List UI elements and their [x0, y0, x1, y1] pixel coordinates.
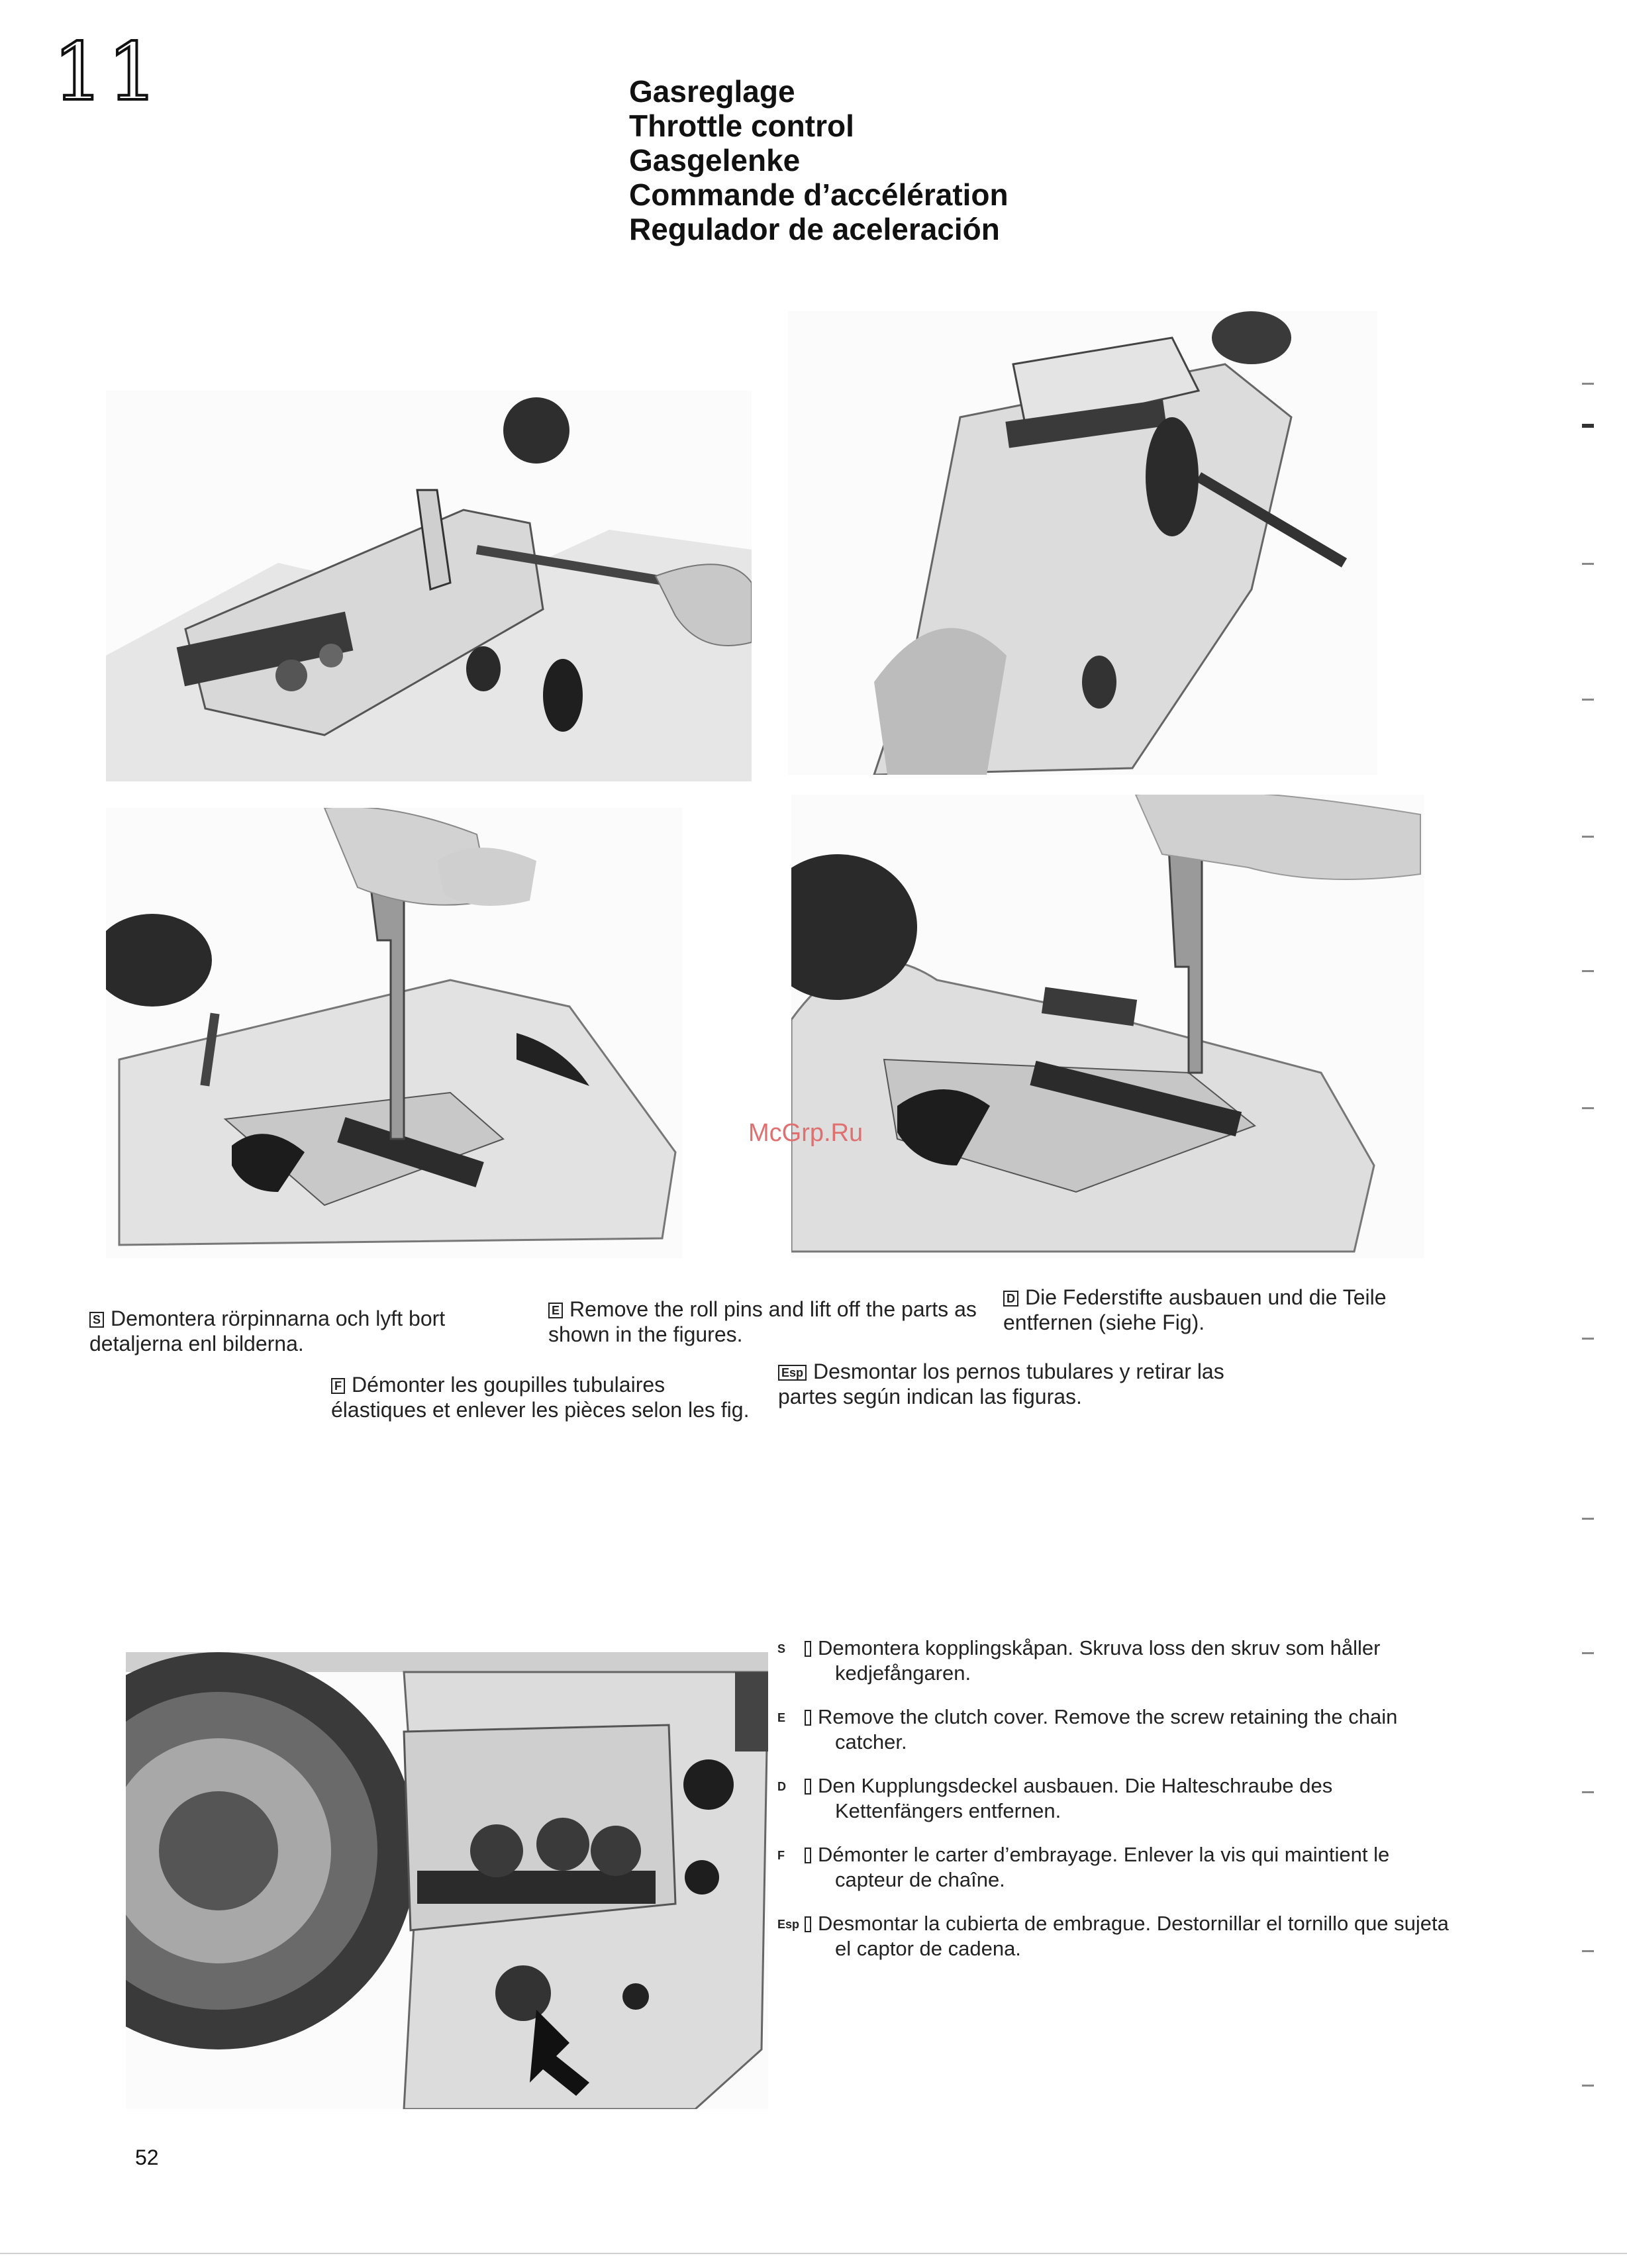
- margin-mark: [1582, 383, 1594, 385]
- title-french: Commande d’accélération: [629, 177, 1009, 212]
- caption-english-bottom: [777, 1704, 1460, 1755]
- caption-list-bottom: [777, 1636, 1460, 1980]
- language-tag-s: S: [89, 1312, 104, 1328]
- section-titles: [629, 74, 1009, 246]
- language-tag-f: F: [331, 1378, 345, 1394]
- margin-mark: [1582, 563, 1594, 565]
- margin-mark: [1582, 1652, 1594, 1654]
- watermark: McGrp.Ru: [748, 1119, 863, 1147]
- chapter-number: 11: [53, 26, 162, 119]
- photo-punch-handle-middle-left: [106, 808, 682, 1258]
- caption-swedish-top: [89, 1306, 526, 1356]
- caption-swedish-bottom: [777, 1636, 1460, 1686]
- margin-mark: [1582, 1518, 1594, 1520]
- page-number: 52: [135, 2145, 159, 2169]
- title-german: Gasgelenke: [629, 143, 801, 177]
- margin-mark: [1582, 970, 1594, 972]
- margin-mark: [1582, 1338, 1594, 1340]
- caption-german-bottom: [777, 1773, 1460, 1824]
- language-tag-e: E: [548, 1303, 563, 1318]
- title-english: Throttle control: [629, 109, 854, 143]
- photo-roll-pin-punch-top-right: [788, 311, 1377, 775]
- caption-spanish-top: [778, 1359, 1228, 1409]
- title-spanish: Regulador de aceleración: [629, 212, 1000, 246]
- title-swedish: Gasreglage: [629, 74, 795, 109]
- margin-mark: [1582, 1791, 1594, 1793]
- caption-text: Demontera kopplingskåpan. Skruva loss den skruv som håller kedjefångaren.: [818, 1636, 1381, 1685]
- caption-text: Remove the clutch cover. Remove the screw retaining the chain catcher.: [818, 1705, 1398, 1753]
- caption-text: Demontera rörpinnarna och lyft bort detaljerna enl bilderna.: [89, 1307, 446, 1356]
- language-tag-f: F: [805, 1848, 811, 1863]
- margin-mark: [1582, 1107, 1594, 1109]
- margin-mark: [1582, 424, 1594, 428]
- language-tag-esp: Esp: [778, 1365, 807, 1381]
- language-tag-esp: Esp: [805, 1916, 811, 1932]
- caption-text: Démonter le carter d’embrayage. Enlever la vis qui maintient le capteur de chaîne.: [818, 1843, 1390, 1891]
- photo-clutch-cover: [126, 1652, 768, 2109]
- caption-text: Démonter les goupilles tubulaires élastiques et enlever les pièces selon les fig.: [331, 1373, 750, 1422]
- caption-spanish-bottom: [777, 1911, 1460, 1961]
- language-tag-e: E: [805, 1710, 811, 1726]
- language-tag-d: D: [805, 1779, 811, 1795]
- caption-english-top: [548, 1297, 999, 1347]
- caption-text: Desmontar la cubierta de embrague. Destornillar el tornillo que sujeta el captor de cadena.: [818, 1912, 1449, 1960]
- photo-roll-pin-punch-top-left: [106, 391, 752, 781]
- caption-french-bottom: [777, 1842, 1460, 1893]
- caption-text: Desmontar los pernos tubulares y retirar las partes según indican las figuras.: [778, 1359, 1224, 1408]
- caption-text: Den Kupplungsdeckel ausbauen. Die Halteschraube des Kettenfängers entfernen.: [818, 1774, 1333, 1822]
- caption-french-top: [331, 1372, 755, 1422]
- caption-text: Remove the roll pins and lift off the parts as shown in the figures.: [548, 1297, 977, 1346]
- margin-mark: [1582, 2085, 1594, 2087]
- language-tag-s: S: [805, 1641, 811, 1657]
- bottom-rule: [0, 2253, 1627, 2254]
- caption-text: Die Federstifte ausbauen und die Teile entfernen (siehe Fig).: [1003, 1285, 1387, 1334]
- language-tag-d: D: [1003, 1291, 1018, 1307]
- margin-mark: [1582, 1950, 1594, 1952]
- margin-mark: [1582, 836, 1594, 838]
- caption-german-top: [1003, 1285, 1454, 1335]
- photo-punch-handle-middle-right: [791, 795, 1424, 1258]
- margin-mark: [1582, 699, 1594, 701]
